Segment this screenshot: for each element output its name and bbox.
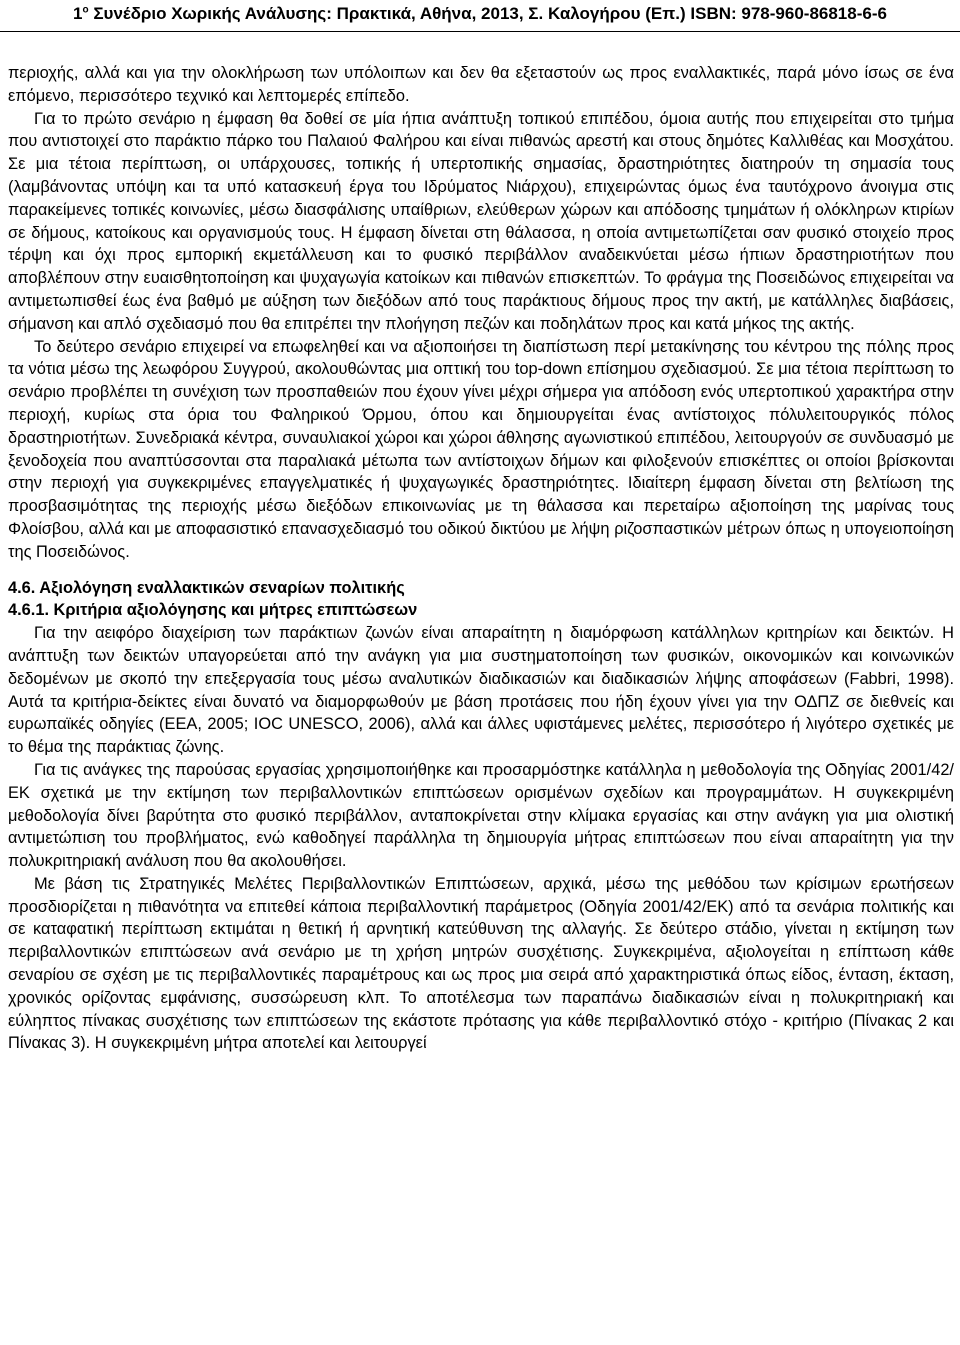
page-header: [0, 0, 960, 32]
section-heading: 4.6. Αξιολόγηση εναλλακτικών σεναρίων πολιτικής: [8, 578, 405, 597]
section-spacer: [8, 564, 954, 577]
header-conference-text: Συνέδριο Χωρικής Ανάλυσης: Πρακτικά, Αθήνα, 2013, Σ. Καλογήρου (Επ.) ISBN: 978-960-86818-6-6: [88, 4, 887, 23]
header-ordinal-number: 1: [73, 4, 83, 23]
paragraph-scenario-two: Το δεύτερο σενάριο επιχειρεί να επωφεληθεί και να αξιοποιήσει τη διαπίστωση περί μετακίνησης του κέντρου της πόλης προς τα νότια μέσω της λεωφόρου Συγγρού, ακολουθώντας μια οπτική του top-down επίσημου σχεδιασμού. Σε μια τέτοια περίπτωση το σενάριο προβλέπει τη συνέχιση των προσπαθειών που έχουν γίνει μέχρι σήμερα για απόδοση ενός υπερτοπικού χαρακτήρα στην περιοχή, κυρίως στα όρια του Φαληρικού Όρμου, όπου και δημιουργείται ένας αντίστοιχος πόλυλειτουργικός πόλος δραστηριοτήτων. Συνεδριακά κέντρα, συναυλιακοί χώροι και χώροι άθλησης αγωνιστικού επιπέδου, λειτουργούν σε συνδυασμό με ξενοδοχεία που αναπτύσσονται στα παραλιακά μέτωπα των αντίστοιχων δήμων και φιλοξενούν επισκέπτες οι οποίοι βρίσκονται στην περιοχή για συγκεκριμένες επαγγελματικές ή ψυχαγωγικές δραστηριότητες. Ιδιαίτερη έμφαση δίνεται στη βελτίωση της προσβασιμότητας της περιοχής μέσω διεξόδων επικοινωνίας με τη θάλασσα και περεταίρω αξιοποίηση της μαρίνας τους Φλοίσβου, αλλά και με αποφασιστικό επανασχεδιασμό του οδικού δικτύου με λήψη ριζοσπαστικών μέτρων όπως η υπογειοποίηση της Ποσειδώνος.: [8, 337, 954, 561]
document-body: [8, 62, 954, 1055]
subsection-heading: 4.6.1. Κριτήρια αξιολόγησης και μήτρες επιπτώσεων: [8, 601, 418, 620]
paragraph-continuation: περιοχής, αλλά και για την ολοκλήρωση των υπόλοιπων και δεν θα εξεταστούν ως προς εναλλακτικές, παρά μόνο ίσως σε ένα επόμενο, περισσότερο τεχνικό και λεπτομερές επίπεδο.: [8, 64, 954, 105]
paragraph-scenario-one: Για το πρώτο σενάριο η έμφαση θα δοθεί σε μία ήπια ανάπτυξη τοπικού επιπέδου, όμοια αυτής που επιχειρείται στο τμήμα που αντιστοιχεί στο παράκτιο πάρκο του Παλαιού Φαλήρου και είναι πιθανώς αρεστή και στους δημότες Καλλιθέας και Μοσχάτου. Σε μια τέτοια περίπτωση, οι υπάρχουσες, τοπικής ή υπερτοπικής σημασίας, δραστηριότητες διατηρούν τη σημασία τους (λαμβάνοντας υπόψη και τα υπό κατασκευή έργα του Ιδρύματος Νιάρχου), επιχειρώντας όμως ένα ταυτόχρονο άνοιγμα στις παρακείμενες τοπικές κοινωνίες, μέσω διασφάλισης υπαίθριων, ελεύθερων χώρων και απόδοσης τμημάτων ή ολόκληρων κτιρίων σε δήμους, κατοίκους και οργανισμούς τους. Η έμφαση δίνεται στη θάλασσα, η οποία αντιμετωπίζεται σαν φυσικό στοιχείο προς τέρψη και όχι προς εμπορική εκμετάλλευση και το φυσικό περιβάλλον αναδεικνύεται μέσω ήπιων δραστηριοτήτων που αποβλέπουν στην ευαισθητοποίηση και ψυχαγωγία κατοίκων και πιθανών επισκεπτών. Το φράγμα της Ποσειδώνος επιχειρείται να αντιμετωπισθεί έως ένα βαθμό με αύξηση των διεξόδων από τους παράκτιους δήμους προς την ακτή, με κατάλληλες διαβάσεις, σήμανση και απλό σχεδιασμό που θα επιτρέπει την πλοήγηση πεζών και ποδηλάτων προς και κατά μήκος της ακτής.: [8, 109, 954, 333]
paragraph-methodology: Για τις ανάγκες της παρούσας εργασίας χρησιμοποιήθηκε και προσαρμόστηκε κατάλληλα η μεθοδολογία της Οδηγίας 2001/42/ΕΚ σχετικά με την εκτίμηση των περιβαλλοντικών επιπτώσεων ορισμένων σχεδίων και προγραμμάτων. Η συγκεκριμένη μεθοδολογία δίνει βαρύτητα στο φυσικό περιβάλλον, ανταποκρίνεται στην κλίμακα εργασίας και στην ανάγκη για μια ολιστική αντιμετώπιση του προβλήματος, ενώ καθοδηγεί παράλληλα τη δημιουργία μήτρας επιπτώσεων που είναι απαραίτητη για την πολυκριτηριακή ανάλυση που θα ακολουθήσει.: [8, 760, 954, 871]
paragraph-environmental-assessment: Με βάση τις Στρατηγικές Μελέτες Περιβαλλοντικών Επιπτώσεων, αρχικά, μέσω της μεθόδου των κρίσιμων ερωτήσεων προσδιορίζεται η πιθανότητα να επιτεθεί κάποια περιβαλλοντική παράμετρος (Οδηγία 2001/42/ΕΚ) από τα σενάρια πολιτικής και σε καταφατική περίπτωση εκτιμάται η θετική ή αρνητική κατεύθυνση της αλλαγής. Σε δεύτερο στάδιο, γίνεται η εκτίμηση των περιβαλλοντικών επιπτώσεων ανά σενάριο με τη χρήση μητρών συσχέτισης. Συγκεκριμένα, αξιολογείται η επίπτωση κάθε σεναρίου σε σχέση με τις περιβαλλοντικές παραμέτρους και ως προς μια σειρά από χαρακτηριστικά όπως είδος, ένταση, έκταση, χρονικός ορίζοντας εμφάνισης, συσσώρευση κλπ. Το αποτέλεσμα των παραπάνω διαδικασιών είναι η πολυκριτηριακή και εύληπτος πίνακας συσχέτισης των επιπτώσεων της εκάστοτε πρότασης για κάθε περιβαλλοντικό στόχο - κριτήριο (Πίνακας 2 και Πίνακας 3). Η συγκεκριμένη μήτρα αποτελεί και λειτουργεί: [8, 874, 954, 1053]
paragraph-criteria: Για την αειφόρο διαχείριση των παράκτιων ζωνών είναι απαραίτητη η διαμόρφωση κατάλληλων κριτηρίων και δεικτών. Η ανάπτυξη των δεικτών υπαγορεύεται από την ανάγκη για μια συστηματοποίηση των φυσικών, οικονομικών και κοινωνικών δεδομένων με σκοπό την επεξεργασία τους μέσω αναλυτικών διαδικασιών και διαδικασιών λήψης αποφάσεων (Fabbri, 1998). Αυτά τα κριτήρια-δείκτες είναι δυνατό να διαμορφωθούν με βάση προτάσεις που ήδη έχουν γίνει για την ΟΔΠΖ σε διεθνείς και ευρωπαϊκές οδηγίες (EEA, 2005; IOC UNESCO, 2006), αλλά και άλλες υφιστάμενες μελέτες, περισσότερο ή λιγότερο σχετικές με το θέμα της παράκτιας ζώνης.: [8, 624, 954, 757]
header-ordinal-superscript: ο: [82, 4, 89, 16]
header-divider: [0, 31, 960, 32]
